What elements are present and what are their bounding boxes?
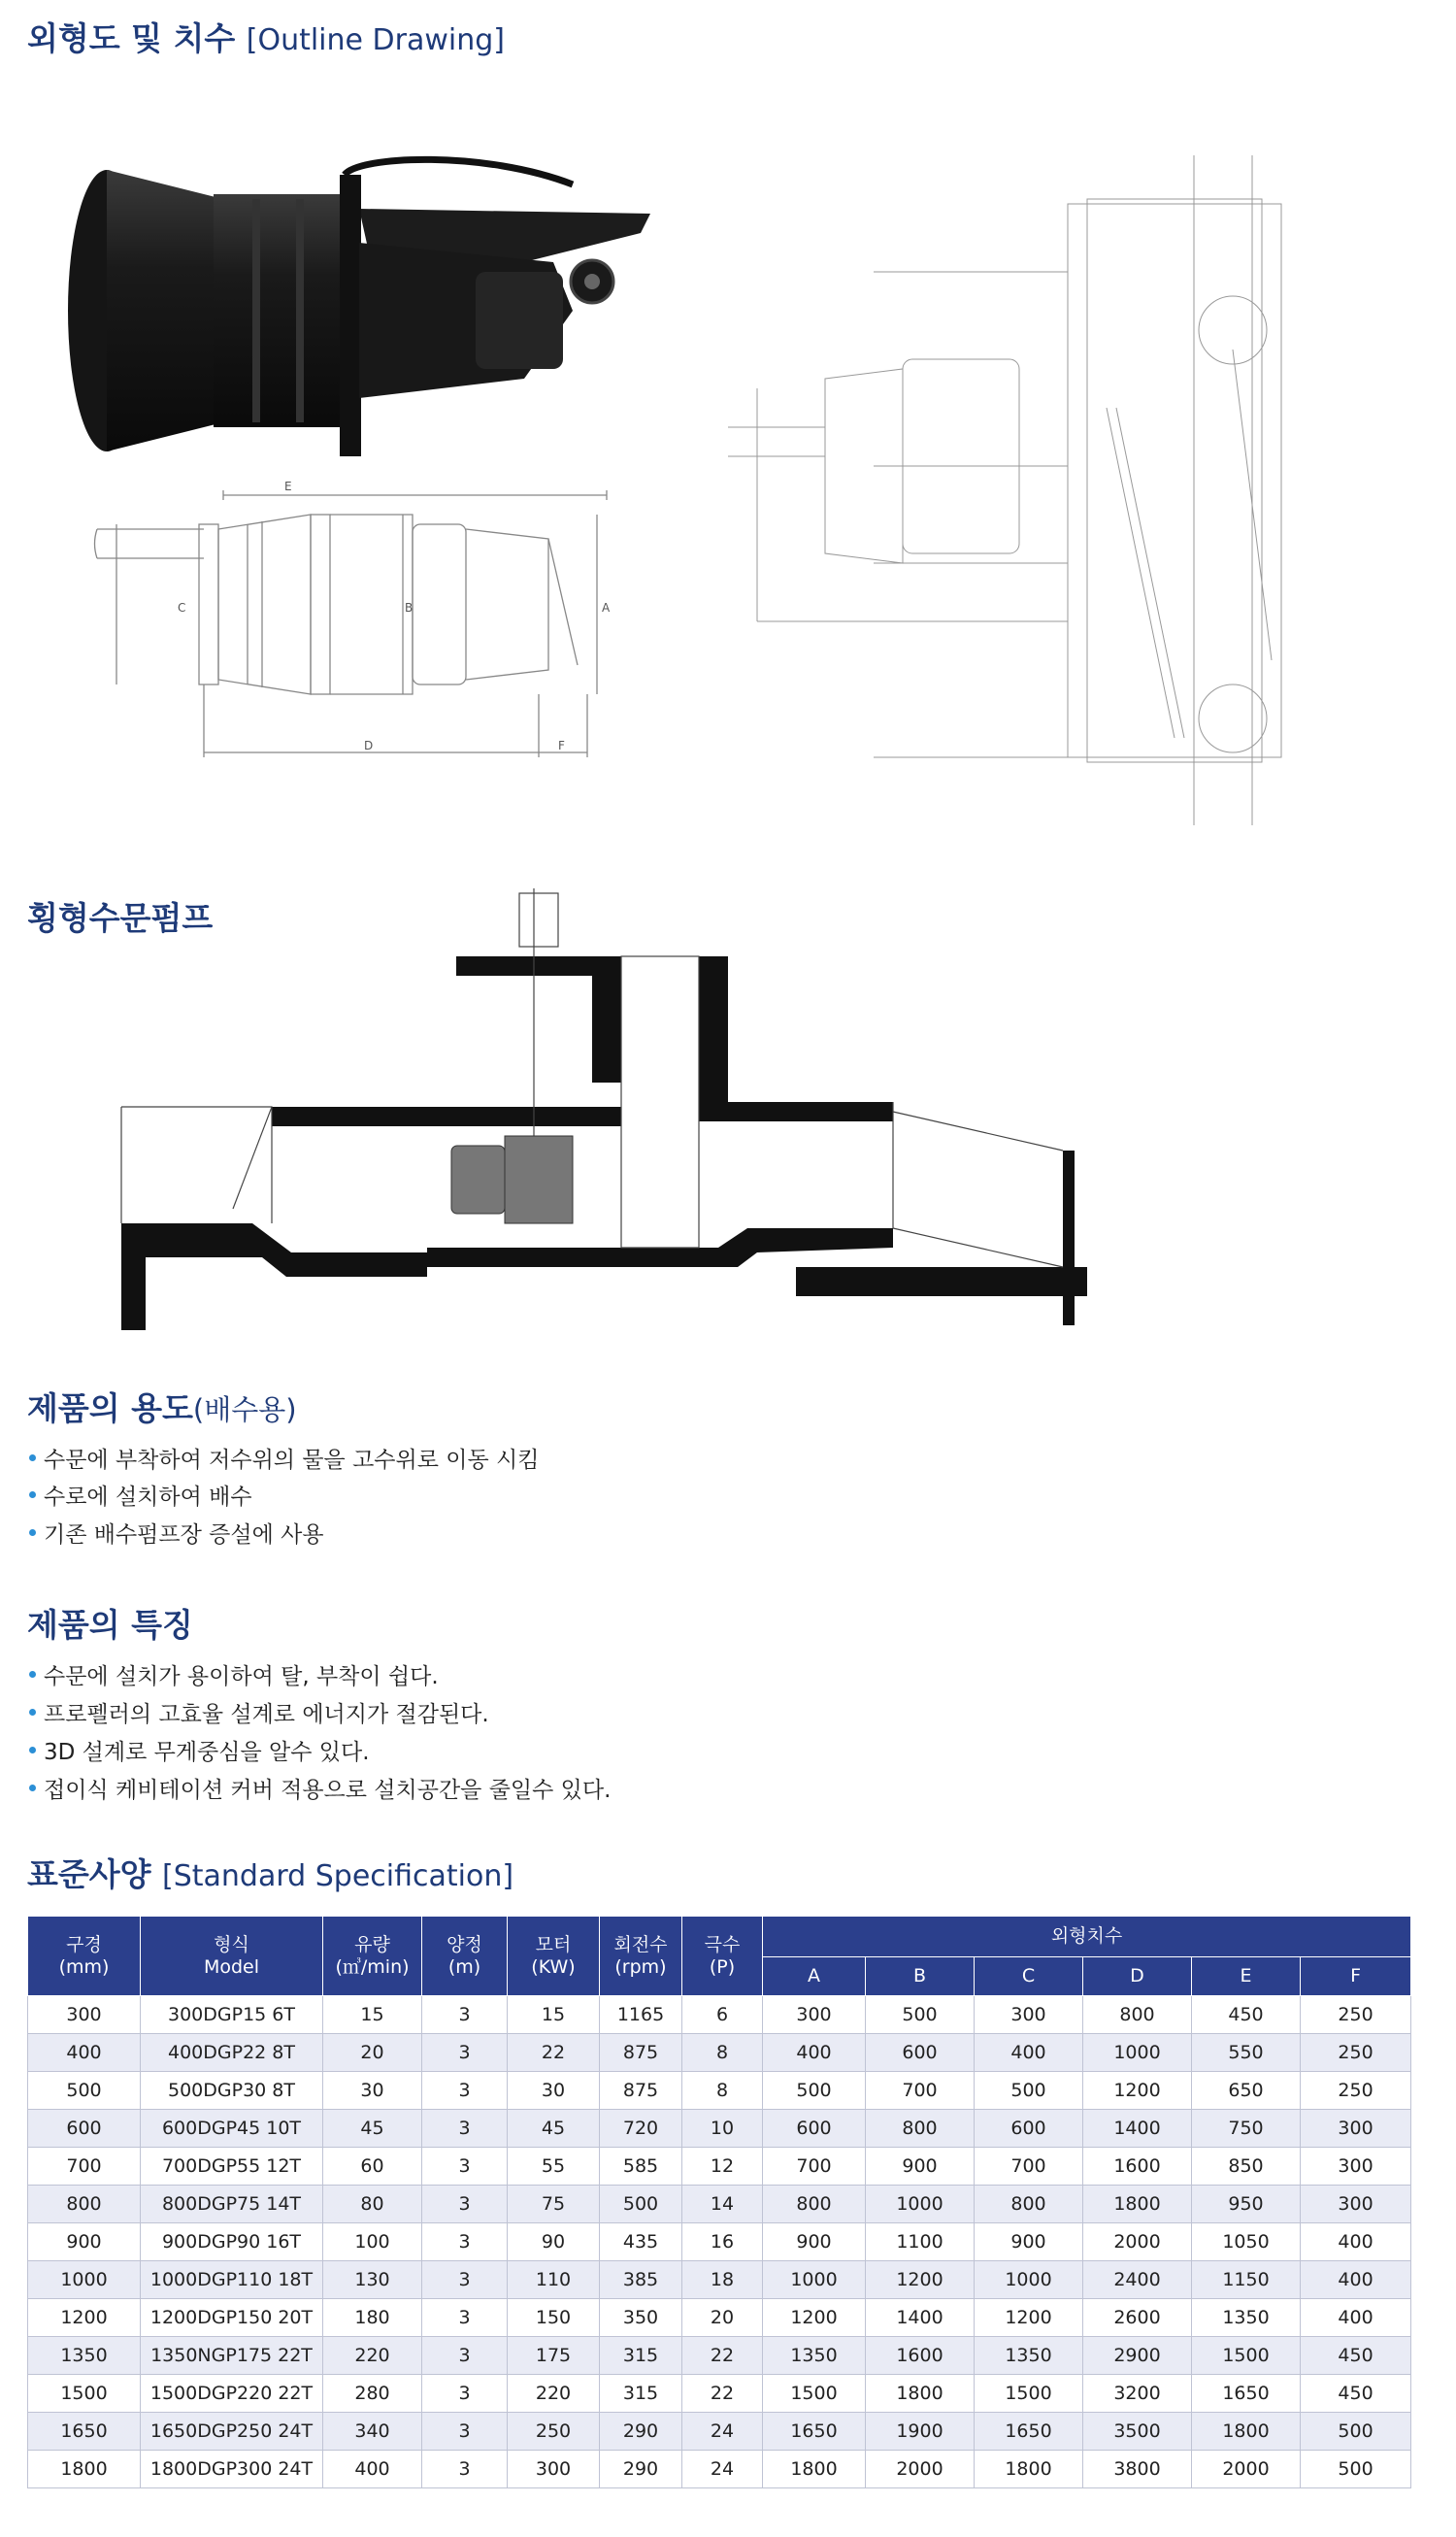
table-cell: 14: [682, 2186, 763, 2223]
table-cell: 250: [1301, 2072, 1411, 2110]
table-cell: 700: [866, 2072, 975, 2110]
dim-label-e: E: [284, 480, 292, 493]
table-cell: 1000: [28, 2261, 141, 2299]
table-cell: 250: [1301, 1996, 1411, 2034]
table-cell: 650: [1192, 2072, 1301, 2110]
header-dim-e: E: [1192, 1957, 1301, 1996]
header-motor: 모터 (KW): [508, 1917, 600, 1996]
bullet-dot-icon: [29, 1671, 36, 1678]
header-flow: 유량 (㎥/min): [323, 1917, 422, 1996]
table-cell: 500: [1301, 2413, 1411, 2451]
table-cell: 20: [682, 2299, 763, 2337]
table-cell: 1650: [975, 2413, 1083, 2451]
table-cell: 180: [323, 2299, 422, 2337]
table-cell: 1200: [975, 2299, 1083, 2337]
table-cell: 850: [1192, 2148, 1301, 2186]
table-cell: 300: [975, 1996, 1083, 2034]
table-cell: 1000: [1083, 2034, 1192, 2072]
table-cell: 2000: [866, 2451, 975, 2488]
header-dim-b: B: [866, 1957, 975, 1996]
table-cell: 1200: [28, 2299, 141, 2337]
table-cell: 60: [323, 2148, 422, 2186]
table-cell: 500: [600, 2186, 682, 2223]
table-cell: 30: [508, 2072, 600, 2110]
table-cell: 315: [600, 2375, 682, 2413]
horizontal-gate-pump-title: 횡형수문펌프: [27, 899, 214, 937]
table-cell: 3: [422, 2375, 508, 2413]
table-cell: 450: [1301, 2375, 1411, 2413]
table-cell: 400: [1301, 2261, 1411, 2299]
feature-item: 수문에 설치가 용이하여 탈, 부착이 쉽다.: [29, 1658, 439, 1690]
table-cell: 350: [600, 2299, 682, 2337]
cross-section-drawing: [116, 888, 1087, 1335]
table-row: [28, 2451, 1411, 2488]
table-cell: 15: [323, 1996, 422, 2034]
header-poles: 극수 (P): [682, 1917, 763, 1996]
table-row: [28, 2413, 1411, 2451]
table-cell: 500: [28, 2072, 141, 2110]
table-row: [28, 2110, 1411, 2148]
table-cell: 1000: [866, 2186, 975, 2223]
table-cell: 16: [682, 2223, 763, 2261]
table-cell: 1200DGP150 20T: [141, 2299, 323, 2337]
table-cell: 2600: [1083, 2299, 1192, 2337]
table-cell: 90: [508, 2223, 600, 2261]
table-cell: 500: [1301, 2451, 1411, 2488]
table-cell: 300: [1301, 2110, 1411, 2148]
table-cell: 18: [682, 2261, 763, 2299]
table-row: [28, 2148, 1411, 2186]
table-cell: 1000DGP110 18T: [141, 2261, 323, 2299]
table-cell: 2000: [1083, 2223, 1192, 2261]
table-cell: 550: [1192, 2034, 1301, 2072]
table-cell: 100: [323, 2223, 422, 2261]
table-row: [28, 1996, 1411, 2034]
table-cell: 1350: [1192, 2299, 1301, 2337]
table-cell: 55: [508, 2148, 600, 2186]
table-cell: 15: [508, 1996, 600, 2034]
table-cell: 800: [1083, 1996, 1192, 2034]
table-cell: 22: [508, 2034, 600, 2072]
table-cell: 290: [600, 2451, 682, 2488]
table-cell: 75: [508, 2186, 600, 2223]
pump-photo: [68, 155, 660, 466]
table-cell: 1800: [28, 2451, 141, 2488]
bullet-dot-icon: [29, 1529, 36, 1536]
table-cell: 1200: [1083, 2072, 1192, 2110]
table-cell: 435: [600, 2223, 682, 2261]
table-cell: 3500: [1083, 2413, 1192, 2451]
table-cell: 1350: [975, 2337, 1083, 2375]
table-cell: 175: [508, 2337, 600, 2375]
header-dim-d: D: [1083, 1957, 1192, 1996]
table-cell: 600: [866, 2034, 975, 2072]
bullet-dot-icon: [29, 1709, 36, 1716]
table-cell: 600: [28, 2110, 141, 2148]
table-cell: 1000: [763, 2261, 866, 2299]
bullet-dot-icon: [29, 1785, 36, 1791]
bullet-dot-icon: [29, 1454, 36, 1461]
table-cell: 2900: [1083, 2337, 1192, 2375]
usage-item: 수문에 부착하여 저수위의 물을 고수위로 이동 시킴: [29, 1442, 539, 1474]
table-cell: 3: [422, 2072, 508, 2110]
table-cell: 315: [600, 2337, 682, 2375]
table-cell: 800: [763, 2186, 866, 2223]
feature-item: 3D 설계로 무게중심을 알수 있다.: [29, 1734, 370, 1766]
dim-label-d: D: [364, 739, 374, 752]
table-cell: 600: [763, 2110, 866, 2148]
table-cell: 3: [422, 2299, 508, 2337]
table-cell: 3: [422, 2337, 508, 2375]
table-cell: 400: [28, 2034, 141, 2072]
table-cell: 220: [323, 2337, 422, 2375]
table-cell: 1400: [1083, 2110, 1192, 2148]
table-cell: 150: [508, 2299, 600, 2337]
table-cell: 300DGP15 6T: [141, 1996, 323, 2034]
table-cell: 3: [422, 2110, 508, 2148]
spec-table: [27, 1916, 1411, 2488]
table-cell: 1800: [1192, 2413, 1301, 2451]
table-cell: 24: [682, 2413, 763, 2451]
table-cell: 2400: [1083, 2261, 1192, 2299]
table-row: [28, 2034, 1411, 2072]
table-cell: 3: [422, 1996, 508, 2034]
table-row: [28, 2337, 1411, 2375]
table-cell: 300: [1301, 2186, 1411, 2223]
table-cell: 1900: [866, 2413, 975, 2451]
table-cell: 2000: [1192, 2451, 1301, 2488]
table-cell: 30: [323, 2072, 422, 2110]
outline-title: 외형도 및 치수 [Outline Drawing]: [27, 19, 505, 57]
table-cell: 700DGP55 12T: [141, 2148, 323, 2186]
table-cell: 1500: [975, 2375, 1083, 2413]
table-cell: 3: [422, 2261, 508, 2299]
table-cell: 1800: [866, 2375, 975, 2413]
table-cell: 1650: [1192, 2375, 1301, 2413]
table-cell: 3: [422, 2451, 508, 2488]
table-cell: 1500: [763, 2375, 866, 2413]
table-cell: 800: [975, 2186, 1083, 2223]
table-cell: 3: [422, 2186, 508, 2223]
header-rpm: 회전수 (rpm): [600, 1917, 682, 1996]
dim-label-c: C: [178, 601, 186, 615]
table-cell: 22: [682, 2337, 763, 2375]
table-cell: 1650DGP250 24T: [141, 2413, 323, 2451]
table-cell: 450: [1192, 1996, 1301, 2034]
table-cell: 340: [323, 2413, 422, 2451]
table-cell: 3: [422, 2034, 508, 2072]
table-cell: 500: [866, 1996, 975, 2034]
table-cell: 1600: [866, 2337, 975, 2375]
table-cell: 1200: [763, 2299, 866, 2337]
header-model: 형식 Model: [141, 1917, 323, 1996]
header-bore: 구경 (mm): [28, 1917, 141, 1996]
table-cell: 500: [975, 2072, 1083, 2110]
table-cell: 700: [28, 2148, 141, 2186]
feature-item: 프로펠러의 고효율 설계로 에너지가 절감된다.: [29, 1696, 489, 1728]
table-cell: 12: [682, 2148, 763, 2186]
table-cell: 875: [600, 2034, 682, 2072]
table-cell: 300: [28, 1996, 141, 2034]
table-cell: 1500: [1192, 2337, 1301, 2375]
header-dim-f: F: [1301, 1957, 1411, 1996]
table-cell: 130: [323, 2261, 422, 2299]
table-cell: 1500: [28, 2375, 141, 2413]
table-row: [28, 2223, 1411, 2261]
table-row: [28, 2261, 1411, 2299]
table-cell: 220: [508, 2375, 600, 2413]
table-cell: 600: [975, 2110, 1083, 2148]
table-cell: 1050: [1192, 2223, 1301, 2261]
table-cell: 1650: [28, 2413, 141, 2451]
table-cell: 250: [1301, 2034, 1411, 2072]
table-cell: 600DGP45 10T: [141, 2110, 323, 2148]
table-cell: 700: [763, 2148, 866, 2186]
table-cell: 3: [422, 2413, 508, 2451]
table-cell: 1150: [1192, 2261, 1301, 2299]
dim-label-a: A: [602, 601, 611, 615]
table-row: [28, 2299, 1411, 2337]
table-cell: 400: [323, 2451, 422, 2488]
table-cell: 300: [508, 2451, 600, 2488]
header-dim-a: A: [763, 1957, 866, 1996]
table-cell: 500: [763, 2072, 866, 2110]
table-cell: 1800: [975, 2451, 1083, 2488]
table-cell: 720: [600, 2110, 682, 2148]
table-cell: 3800: [1083, 2451, 1192, 2488]
table-cell: 1800: [763, 2451, 866, 2488]
table-cell: 800: [866, 2110, 975, 2148]
usage-item: 기존 배수펌프장 증설에 사용: [29, 1517, 324, 1549]
table-row: [28, 2186, 1411, 2223]
spec-table-body: [28, 1996, 1411, 2488]
table-cell: 1400: [866, 2299, 975, 2337]
table-cell: 3200: [1083, 2375, 1192, 2413]
table-cell: 80: [323, 2186, 422, 2223]
table-cell: 1350: [763, 2337, 866, 2375]
table-cell: 875: [600, 2072, 682, 2110]
table-cell: 400: [975, 2034, 1083, 2072]
table-cell: 45: [323, 2110, 422, 2148]
table-cell: 10: [682, 2110, 763, 2148]
table-cell: 6: [682, 1996, 763, 2034]
table-cell: 1800: [1083, 2186, 1192, 2223]
table-cell: 110: [508, 2261, 600, 2299]
table-cell: 400DGP22 8T: [141, 2034, 323, 2072]
table-cell: 450: [1301, 2337, 1411, 2375]
table-row: [28, 2375, 1411, 2413]
dim-label-f: F: [558, 739, 565, 752]
table-cell: 1200: [866, 2261, 975, 2299]
table-cell: 290: [600, 2413, 682, 2451]
bullet-dot-icon: [29, 1747, 36, 1753]
usage-item: 수로에 설치하여 배수: [29, 1479, 252, 1511]
table-cell: 900DGP90 16T: [141, 2223, 323, 2261]
table-cell: 3: [422, 2148, 508, 2186]
table-cell: 8: [682, 2034, 763, 2072]
spec-title: 표준사양 [Standard Specification]: [27, 1855, 514, 1893]
dim-label-b: B: [405, 601, 414, 615]
table-cell: 700: [975, 2148, 1083, 2186]
table-cell: 1165: [600, 1996, 682, 2034]
table-cell: 750: [1192, 2110, 1301, 2148]
table-cell: 800: [28, 2186, 141, 2223]
table-cell: 800DGP75 14T: [141, 2186, 323, 2223]
table-cell: 45: [508, 2110, 600, 2148]
table-cell: 250: [508, 2413, 600, 2451]
table-cell: 1000: [975, 2261, 1083, 2299]
usage-title: 제품의 용도(배수용): [27, 1389, 297, 1427]
table-row: [28, 2072, 1411, 2110]
table-cell: 1100: [866, 2223, 975, 2261]
table-cell: 1650: [763, 2413, 866, 2451]
table-cell: 385: [600, 2261, 682, 2299]
installation-drawing: [728, 155, 1407, 825]
table-cell: 280: [323, 2375, 422, 2413]
table-cell: 300: [1301, 2148, 1411, 2186]
table-cell: 1500DGP220 22T: [141, 2375, 323, 2413]
features-title: 제품의 특징: [27, 1606, 193, 1644]
feature-item: 접이식 케비테이션 커버 적용으로 설치공간을 줄일수 있다.: [29, 1772, 611, 1804]
table-cell: 900: [975, 2223, 1083, 2261]
table-cell: 3: [422, 2223, 508, 2261]
header-dimensions: 외형치수: [763, 1917, 1411, 1957]
table-cell: 585: [600, 2148, 682, 2186]
table-cell: 22: [682, 2375, 763, 2413]
table-cell: 400: [1301, 2223, 1411, 2261]
table-cell: 950: [1192, 2186, 1301, 2223]
table-cell: 8: [682, 2072, 763, 2110]
table-cell: 400: [1301, 2299, 1411, 2337]
table-cell: 400: [763, 2034, 866, 2072]
header-dim-c: C: [975, 1957, 1083, 1996]
table-cell: 500DGP30 8T: [141, 2072, 323, 2110]
table-cell: 1600: [1083, 2148, 1192, 2186]
table-cell: 900: [763, 2223, 866, 2261]
table-cell: 20: [323, 2034, 422, 2072]
table-cell: 900: [866, 2148, 975, 2186]
table-cell: 900: [28, 2223, 141, 2261]
bullet-dot-icon: [29, 1491, 36, 1498]
table-cell: 24: [682, 2451, 763, 2488]
table-cell: 1800DGP300 24T: [141, 2451, 323, 2488]
dimension-drawing: [92, 471, 636, 762]
header-head: 양정 (m): [422, 1917, 508, 1996]
table-cell: 1350: [28, 2337, 141, 2375]
table-cell: 1350NGP175 22T: [141, 2337, 323, 2375]
table-cell: 300: [763, 1996, 866, 2034]
